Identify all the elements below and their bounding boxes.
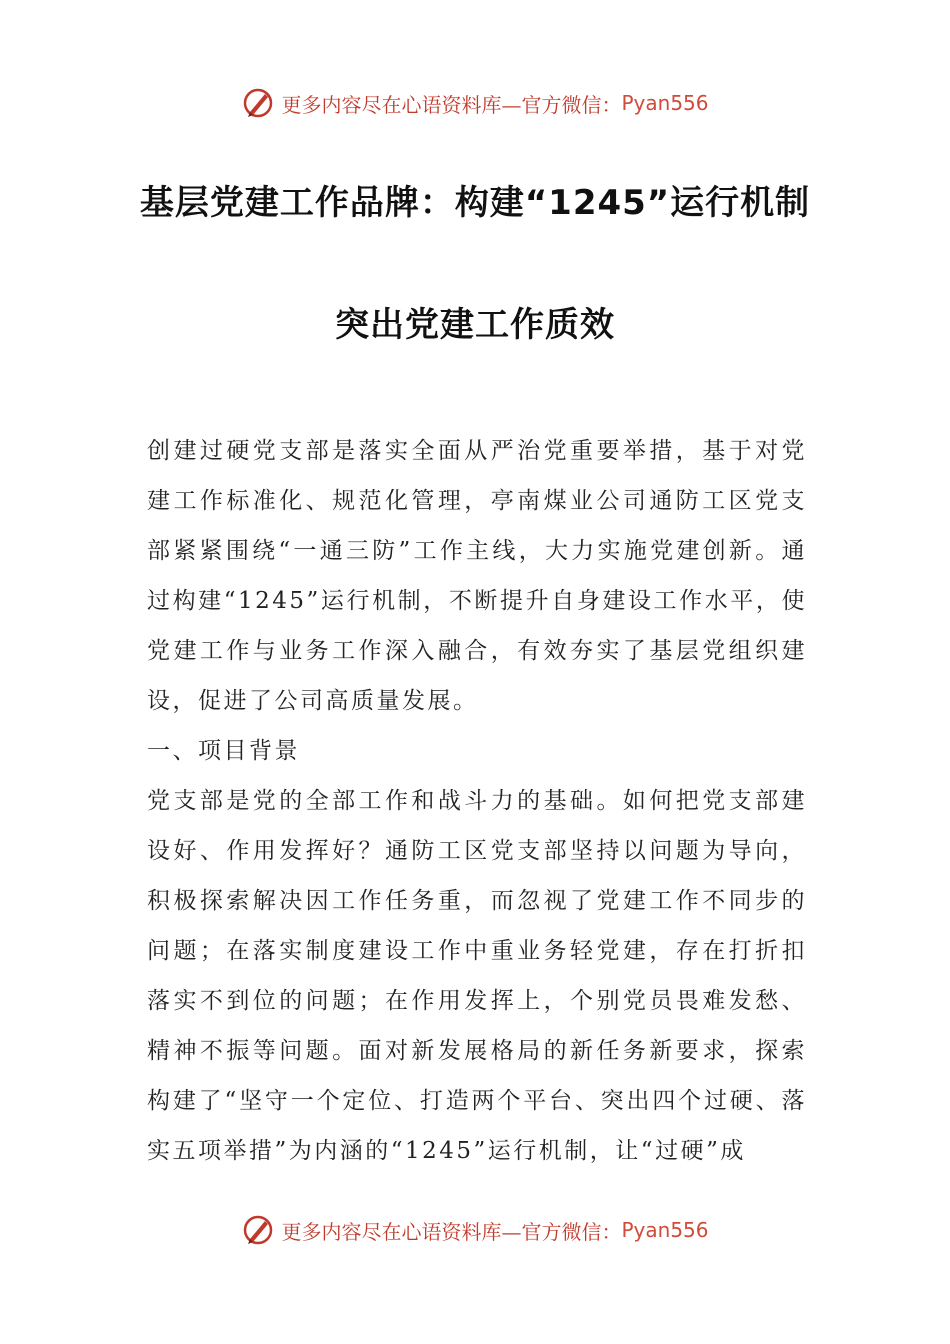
banner-text: 更多内容尽在心语资料库—官方微信： xyxy=(281,92,622,117)
document-body xyxy=(147,426,807,1176)
header-banner xyxy=(0,83,950,123)
document-title-line1: 基层党建工作品牌：构建“1245”运行机制 xyxy=(139,183,811,223)
footer-banner xyxy=(0,1210,950,1250)
section-heading: 一、项目背景 xyxy=(147,738,300,764)
pen-logo-icon xyxy=(241,86,275,120)
banner-text: 更多内容尽在心语资料库—官方微信： xyxy=(281,1219,622,1244)
pen-logo-icon xyxy=(241,1213,275,1247)
banner-wechat-id: Pyan556 xyxy=(621,91,709,115)
intro-paragraph: 创建过硬党支部是落实全面从严治党重要举措，基于对党建工作标准化、规范化管理，亭南煤业公司通防工区党支部紧紧围绕“一通三防”工作主线，大力实施党建创新。通过构建“1245”运行机制，不断提升自身建设工作水平，使党建工作与业务工作深入融合，有效夯实了基层党组织建设，促进了公司高质量发展。 xyxy=(147,438,807,714)
document-title-line2: 突出党建工作质效 xyxy=(335,305,615,345)
banner-wechat-id: Pyan556 xyxy=(621,1218,709,1242)
section-paragraph: 党支部是党的全部工作和战斗力的基础。如何把党支部建设好、作用发挥好？通防工区党支部坚持以问题为导向，积极探索解决因工作任务重，而忽视了党建工作不同步的问题；在落实制度建设工作中重业务轻党建，存在打折扣落实不到位的问题；在作用发挥上，个别党员畏难发愁、精神不振等问题。面对新发展格局的新任务新要求，探索构建了“坚守一个定位、打造两个平台、突出四个过硬、落实五项举措”为内涵的“1245”运行机制，让“过硬”成 xyxy=(147,788,807,1164)
